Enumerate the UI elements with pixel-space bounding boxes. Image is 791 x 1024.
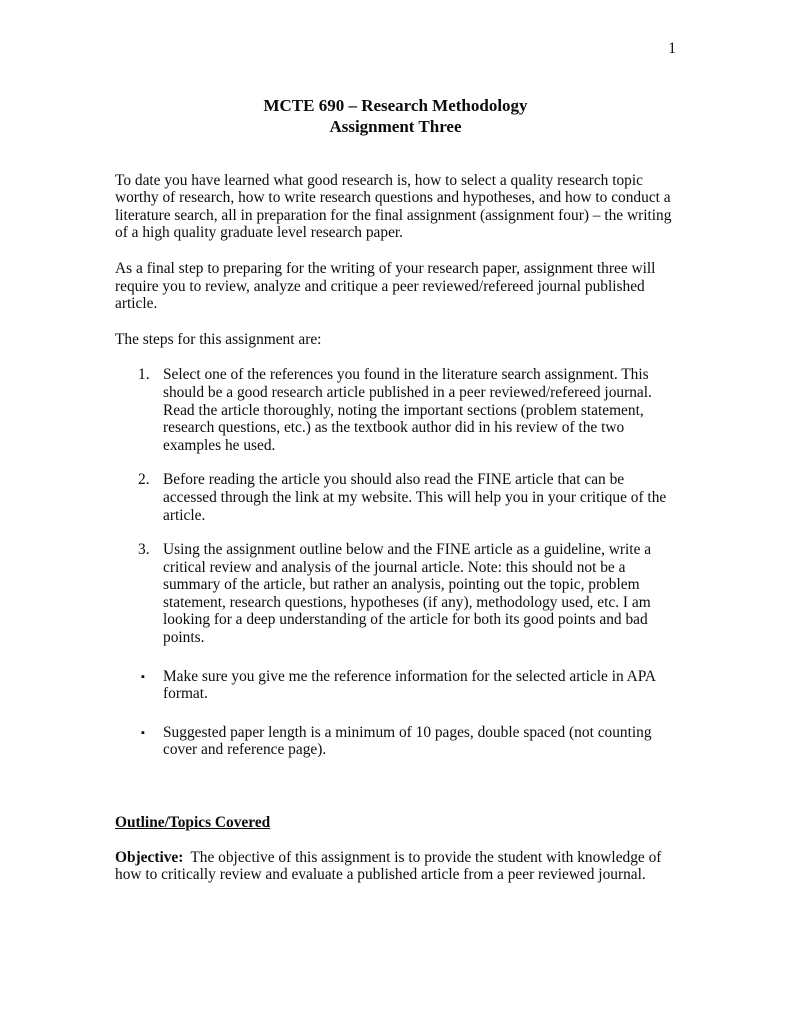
numbered-step-item xyxy=(115,471,676,524)
bullet-item xyxy=(115,668,676,703)
objective-paragraph xyxy=(115,849,676,884)
bullet-list xyxy=(115,668,676,759)
step-number: 2. xyxy=(138,471,150,489)
step-number: 1. xyxy=(138,366,150,384)
step-text: Before reading the article you should also read the FINE article that can be accessed through the link at my website. This will help you in your critique of the article. xyxy=(163,471,667,524)
step-text: Using the assignment outline below and the FINE article as a guideline, write a critical review and analysis of the journal article. Note: this should not be a summary of the article, but rather an analysis, pointing out the topic, problem statement, research questions, hypotheses (if any), methodology used, etc. I am looking for a deep understanding of the article for both its good points and bad points. xyxy=(163,541,652,647)
document-title-line2: Assignment Three xyxy=(329,116,462,136)
numbered-step-item xyxy=(115,541,676,647)
objective-label: Objective: xyxy=(115,848,184,866)
step-text: Select one of the references you found in the literature search assignment. This should be a good research article published in a peer reviewed/refereed journal. Read the article thoroughly, noting the important sections (problem statement, research questions, etc.) as the textbook author did in his review of the two examples he used. xyxy=(163,366,652,454)
bullet-text: Suggested paper length is a minimum of 10 pages, double spaced (not counting cover and reference page). xyxy=(163,723,652,759)
objective-text: The objective of this assignment is to provide the student with knowledge of how to critically review and evaluate a published article from a peer reviewed journal. xyxy=(115,848,662,884)
page-number: 1 xyxy=(668,40,676,57)
bullet-text: Make sure you give me the reference information for the selected article in APA format. xyxy=(163,667,656,703)
intro-paragraph: To date you have learned what good research is, how to select a quality research topic worthy of research, how to write research questions and hypotheses, and how to conduct a literature search, all in preparation for the final assignment (assignment four) – the writing of a high quality graduate level research paper. xyxy=(115,171,672,242)
document-content xyxy=(115,40,676,884)
bullet-item xyxy=(115,724,676,759)
numbered-step-item xyxy=(115,366,676,454)
square-bullet-icon: ▪ xyxy=(141,726,145,739)
document-title-line1: MCTE 690 – Research Methodology xyxy=(263,95,528,115)
steps-intro-paragraph: The steps for this assignment are: xyxy=(115,330,322,348)
final-step-paragraph: As a final step to preparing for the writing of your research paper, assignment three will require you to review, analyze and critique a peer reviewed/refereed journal published article. xyxy=(115,259,656,313)
step-number: 3. xyxy=(138,541,150,559)
outline-topics-heading: Outline/Topics Covered xyxy=(115,814,271,832)
numbered-step-list xyxy=(115,366,676,646)
document-title xyxy=(115,95,676,137)
square-bullet-icon: ▪ xyxy=(141,670,145,683)
